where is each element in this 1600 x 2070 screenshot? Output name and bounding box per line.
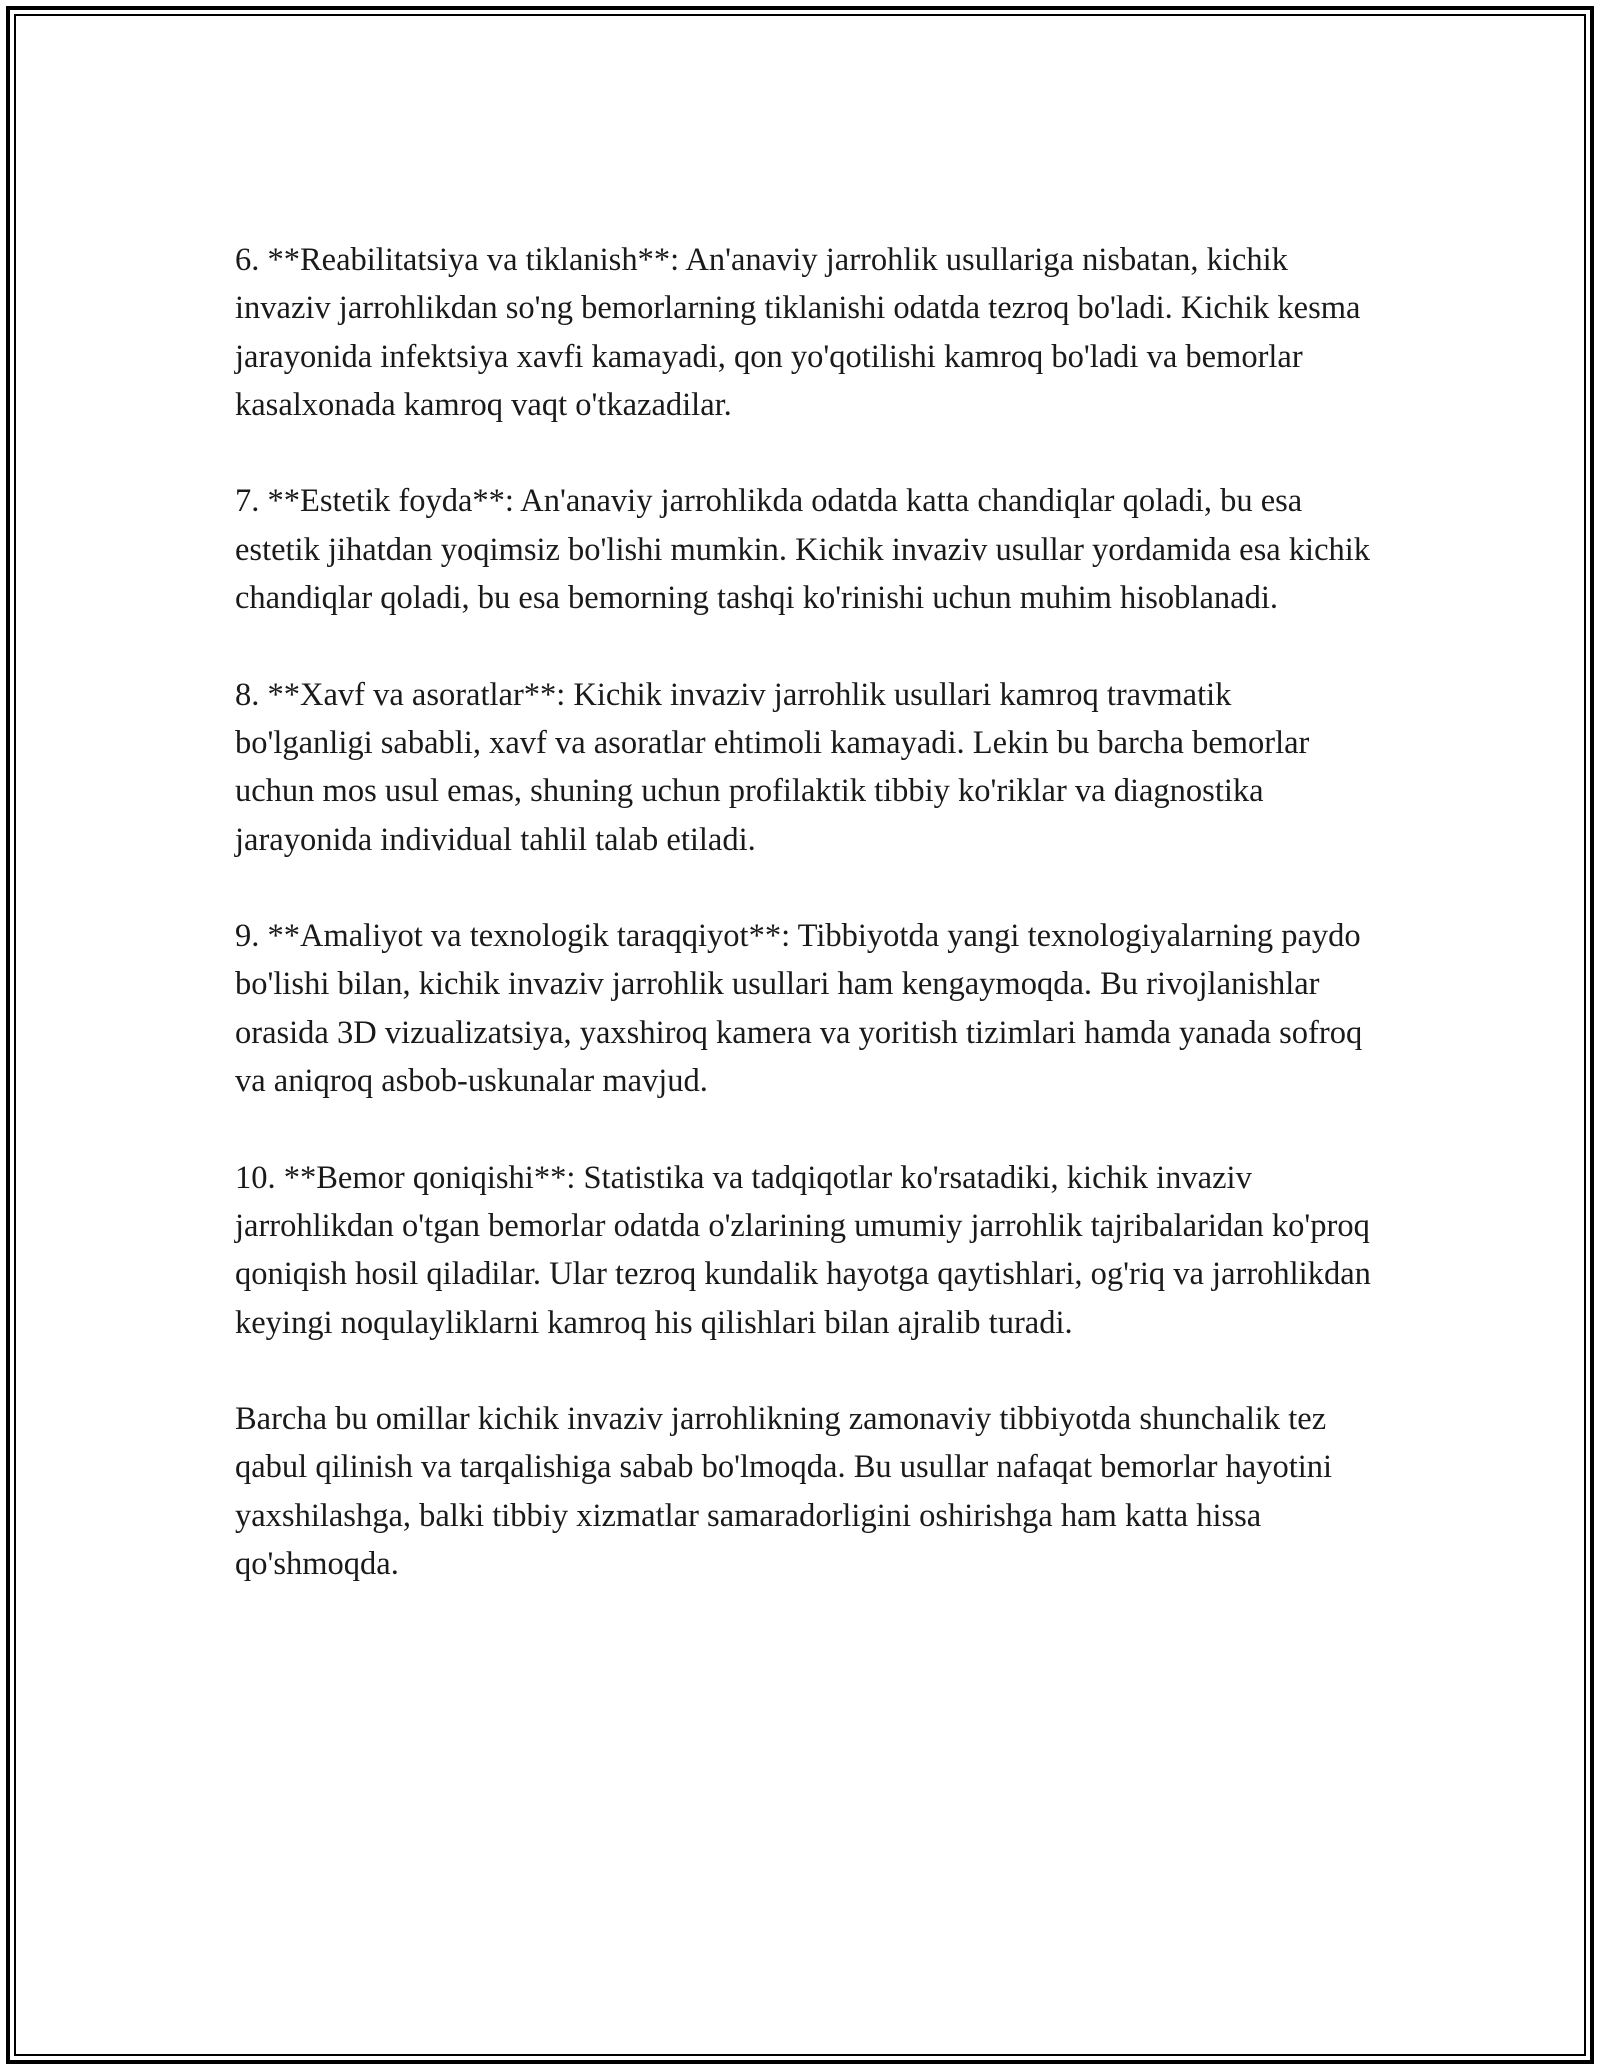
- paragraph-patient-satisfaction: 10. **Bemor qoniqishi**: Statistika va tadqiqotlar ko'rsatadiki, kichik invaziv jarrohlikdan o'tgan bemorlar odatda o'zlarining umumiy jarrohlik tajribalaridan ko'proq qoniqish hosil qiladilar. Ular tezroq kundalik hayotga qaytishlari, og'riq va jarrohlikdan keyingi noqulayliklarni kamroq his qilishlari bilan ajralib turadi.: [235, 1159, 1371, 1341]
- paragraph-conclusion: Barcha bu omillar kichik invaziv jarrohlikning zamonaviy tibbiyotda shunchalik tez qabul qilinish va tarqalishiga sabab bo'lmoqda. Bu usullar nafaqat bemorlar hayotini yaxshilashga, balki tibbiy xizmatlar samaradorligini oshirishga ham katta hissa qo'shmoqda.: [235, 1401, 1333, 1583]
- document-body: [235, 236, 1375, 1588]
- paragraph-rehabilitation: 6. **Reabilitatsiya va tiklanish**: An'anaviy jarrohlik usullariga nisbatan, kichik invaziv jarrohlikdan so'ng bemorlarning tiklanishi odatda tezroq bo'ladi. Kichik kesma jarayonida infektsiya xavfi kamayadi, qon yo'qotilishi kamroq bo'ladi va bemorlar kasalxonada kamroq vaqt o'tkazadilar.: [235, 242, 1361, 423]
- paragraph-aesthetic-benefit: 7. **Estetik foyda**: An'anaviy jarrohlikda odatda katta chandiqlar qoladi, bu esa estetik jihatdan yoqimsiz bo'lishi mumkin. Kichik invaziv usullar yordamida esa kichik chandiqlar qoladi, bu esa bemorning tashqi ko'rinishi uchun muhim hisoblanadi.: [235, 483, 1371, 617]
- paragraph-risks-complications: 8. **Xavf va asoratlar**: Kichik invaziv jarrohlik usullari kamroq travmatik bo'lganligi sababli, xavf va asoratlar ehtimoli kamayadi. Lekin bu barcha bemorlar uchun mos usul emas, shuning uchun profilaktik tibbiy ko'riklar va diagnostika jarayonida individual tahlil talab etiladi.: [235, 676, 1310, 858]
- paragraph-technological-progress: 9. **Amaliyot va texnologik taraqqiyot**: Tibbiyotda yangi texnologiyalarning paydo bo'lishi bilan, kichik invaziv jarrohlik usullari ham kengaymoqda. Bu rivojlanishlar orasida 3D vizualizatsiya, yaxshiroq kamera va yoritish tizimlari hamda yanada sofroq va aniqroq asbob-uskunalar mavjud.: [235, 918, 1363, 1100]
